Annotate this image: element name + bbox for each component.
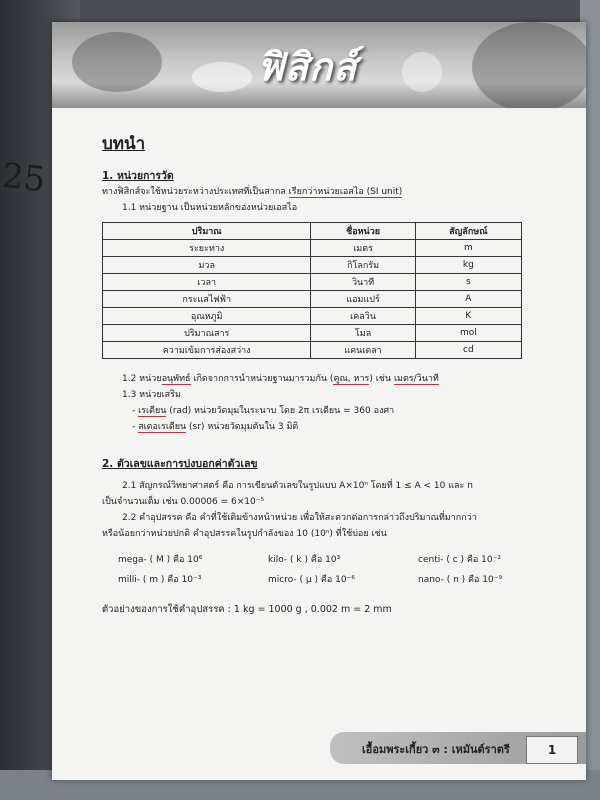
header-symbol: สัญลักษณ์ [415, 223, 521, 240]
chapter-heading: บทนำ [102, 134, 146, 154]
cell-symbol: K [415, 308, 521, 325]
section-1-title: 1. หน่วยการวัด [102, 170, 174, 182]
steradian-underlined: สเตอเรเดียน [138, 422, 187, 432]
paragraph-2-2-line1: 2.2 คำอุปสรรค คือ คำที่ใช้เติมข้างหน้าหน่วย เพื่อให้สะดวกต่อการกล่าวถึงปริมาณที่มากกว่า [122, 513, 477, 523]
para-text: ทางฟิสิกส์จะใช้หน่วยระหว่างประเทศที่เป็นสากล [102, 187, 289, 197]
prefix-item: micro- ( μ ) คือ 10⁻⁶ [268, 575, 355, 585]
cell-symbol: A [415, 291, 521, 308]
cell-unit: โมล [311, 325, 415, 342]
table-row [103, 274, 522, 291]
prefix-item: kilo- ( k ) คือ 10³ [268, 555, 341, 565]
header-unit-name: ชื่อหน่วย [311, 223, 415, 240]
text: ) เช่น [369, 374, 394, 384]
book-page [52, 22, 586, 780]
cell-unit: เคลวิน [311, 308, 415, 325]
cell-quantity: อุณหภูมิ [103, 308, 311, 325]
table-row [103, 342, 522, 359]
cell-unit: แอมแปร์ [311, 291, 415, 308]
prefix-item: mega- ( M ) คือ 10⁶ [118, 555, 203, 565]
cell-unit: เมตร [311, 240, 415, 257]
section-1-paragraph [102, 184, 562, 200]
radian-line [102, 403, 562, 419]
subsection-1-2 [102, 371, 562, 387]
subsection-1-3: 1.3 หน่วยเสริม [122, 390, 181, 400]
cell-quantity: ความเข้มการส่องสว่าง [103, 342, 311, 359]
steradian-line [102, 419, 562, 435]
cell-symbol: mol [415, 325, 521, 342]
cell-unit: วินาที [311, 274, 415, 291]
cell-quantity: เวลา [103, 274, 311, 291]
meter-per-second-underlined: เมตร/วินาที [393, 374, 439, 384]
header-quantity: ปริมาณ [103, 223, 311, 240]
cell-symbol: m [415, 240, 521, 257]
text: 1.2 หน่วย [122, 374, 162, 384]
prefix-list [118, 552, 562, 586]
prefix-example: ตัวอย่างของการใช้คำอุปสรรค : 1 kg = 1000 g , 0.002 m = 2 mm [102, 604, 392, 615]
cell-symbol: kg [415, 257, 521, 274]
paragraph-2-1-line1: 2.1 สัญกรณ์วิทยาศาสตร์ คือ การเขียนตัวเลขในรูปแบบ A×10ⁿ โดยที่ 1 ≤ A < 10 และ n [122, 481, 473, 491]
table-row [103, 240, 522, 257]
radian-underlined: เรเดียน [138, 406, 167, 416]
header-banner [52, 22, 586, 108]
si-unit-underlined: เรียกว่าหน่วยเอสไอ (SI unit) [288, 187, 403, 197]
paragraph-2-2-line2: หรือน้อยกว่าหน่วยปกติ คำอุปสรรคในรูปกำลังของ 10 (10ⁿ) ที่ใช้บ่อย เช่น [102, 529, 387, 539]
text: เกิดจากการนำหน่วยฐานมารวมกัน ( [190, 374, 334, 384]
paragraph-2-1-line2: เป็นจำนวนเต็ม เช่น 0.00006 = 6×10⁻⁵ [102, 497, 265, 507]
prefix-item: nano- ( n ) คือ 10⁻⁹ [418, 575, 503, 585]
handwritten-mark: 25 [0, 155, 48, 201]
cell-quantity: ปริมาณสาร [103, 325, 311, 342]
cell-symbol: cd [415, 342, 521, 359]
text: - [132, 406, 139, 416]
cell-quantity: กระแสไฟฟ้า [103, 291, 311, 308]
page-content [102, 130, 562, 627]
multiply-divide-underlined: คูณ, หาร [333, 374, 370, 384]
cell-quantity: ระยะทาง [103, 240, 311, 257]
table-row [103, 308, 522, 325]
text: (sr) หน่วยวัดมุมตันใน 3 มิติ [186, 422, 299, 432]
section-2 [102, 455, 562, 617]
cell-quantity: มวล [103, 257, 311, 274]
page-number: 1 [526, 736, 578, 764]
cell-unit: แคนเดลา [311, 342, 415, 359]
table-row [103, 325, 522, 342]
derived-underlined: อนุพัทธ์ [161, 374, 191, 384]
prefix-item: centi- ( c ) คือ 10⁻² [418, 555, 501, 565]
banner-title: ฟิสิกส์ [257, 45, 358, 89]
section-2-title: 2. ตัวเลขและการบ่งบอกค่าตัวเลข [102, 458, 258, 470]
text: (rad) หน่วยวัดมุมในระนาบ โดย 2π เรเดียน = 360 องศา [166, 406, 395, 416]
units-table [102, 222, 522, 359]
table-header-row [103, 223, 522, 240]
footer-book-title: เอื้อมพระเกี้ยว ๓ : เหมันต์ราตรี [362, 743, 510, 756]
table-row [103, 257, 522, 274]
subsection-1-1: 1.1 หน่วยฐาน เป็นหน่วยหลักของหน่วยเอสไอ [122, 203, 298, 213]
cell-symbol: s [415, 274, 521, 291]
table-row [103, 291, 522, 308]
prefix-item: milli- ( m ) คือ 10⁻³ [118, 575, 202, 585]
cell-unit: กิโลกรัม [311, 257, 415, 274]
text: - [132, 422, 139, 432]
